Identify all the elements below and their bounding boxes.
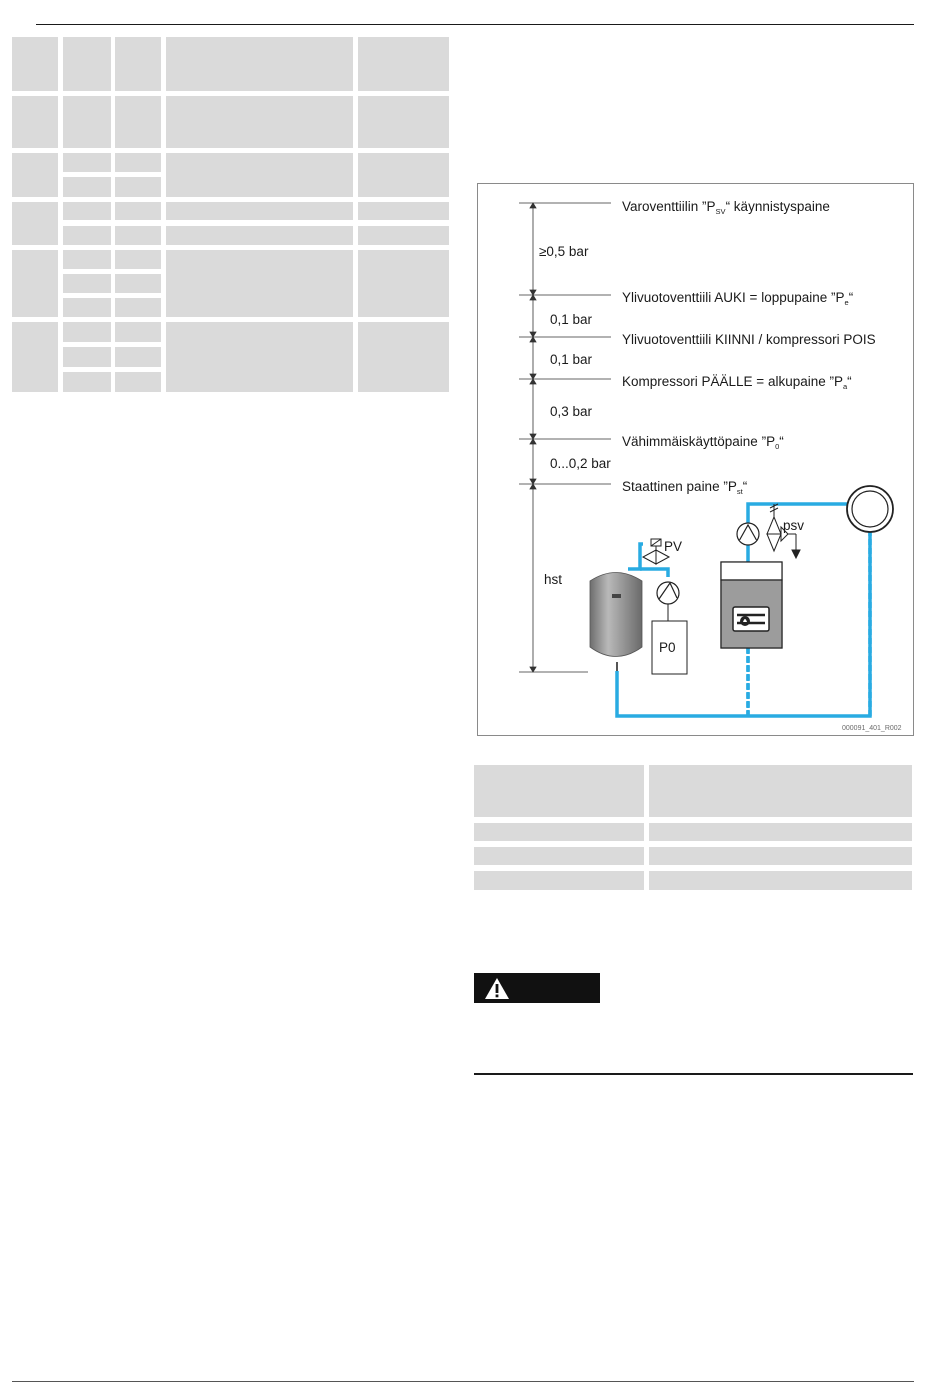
table-cell [115, 250, 161, 269]
boiler-icon [721, 562, 782, 648]
table-cell [166, 226, 353, 245]
table-cell [63, 177, 111, 197]
table-cell [115, 96, 161, 148]
table-cell [12, 202, 58, 245]
table-cell [166, 153, 353, 197]
table-header-cell [358, 37, 449, 91]
table-header-cell [166, 37, 353, 91]
table-cell [63, 322, 111, 342]
level-label: Ylivuotoventtiili KIINNI / kompressori POIS [622, 332, 876, 347]
table-cell [115, 372, 161, 392]
level-labels [622, 199, 876, 496]
pump-icon [737, 523, 759, 545]
table-cell [649, 823, 912, 841]
expansion-vessel-icon [590, 573, 642, 672]
level-label: Vähimmäiskäyttöpaine $”P_0“$ [622, 434, 784, 451]
table-cell [63, 153, 111, 172]
table-cell [115, 347, 161, 367]
table-cell [358, 322, 449, 392]
table-cell [63, 274, 111, 293]
height-label: hst [544, 572, 563, 587]
table-cell [166, 322, 353, 392]
level-label: Ylivuotoventtiili AUKI = loppupaine $”P_e“$ [622, 290, 854, 307]
dimension-line [530, 203, 536, 672]
gap-label: 0,3 bar [550, 404, 593, 419]
table-header-cell [649, 765, 912, 817]
overflow-valve-label: PV [664, 539, 683, 554]
table-cell [474, 871, 644, 890]
compressor-icon [657, 582, 679, 604]
top-rule [36, 24, 914, 25]
table-header-cell [63, 37, 111, 91]
table-cell [358, 226, 449, 245]
table-cell [115, 202, 161, 220]
table-cell [12, 153, 58, 197]
table-cell [115, 298, 161, 317]
table-cell [12, 322, 58, 392]
table-cell [63, 347, 111, 367]
safety-valve-label: psv [783, 518, 805, 533]
table-cell [166, 250, 353, 317]
table-cell [474, 847, 644, 865]
table-cell [115, 177, 161, 197]
pressure-diagram [477, 183, 914, 736]
table-cell [63, 250, 111, 269]
table-cell [474, 823, 644, 841]
table-cell [166, 202, 353, 220]
gap-label: ≥0,5 bar [539, 244, 589, 259]
table-cell [358, 250, 449, 317]
bottom-rule [12, 1381, 914, 1382]
level-label: Staattinen paine $”P_{st}“$ [622, 479, 748, 496]
level-label: Kompressori PÄÄLLE = alkupaine $”P_a“$ [622, 374, 852, 391]
table-cell [115, 153, 161, 172]
section-rule [474, 1073, 913, 1075]
gap-label: 0,1 bar [550, 352, 593, 367]
gap-label: 0,1 bar [550, 312, 593, 327]
table-cell [12, 250, 58, 317]
table-cell [115, 322, 161, 342]
table-cell [115, 274, 161, 293]
level-label: Varoventtiilin $”P_{SV}“$ käynnistyspaine [622, 199, 830, 216]
table-cell [649, 847, 912, 865]
table-cell [12, 96, 58, 148]
table-cell [63, 96, 111, 148]
table-cell [358, 96, 449, 148]
table-cell [63, 226, 111, 245]
table-cell [63, 298, 111, 317]
table-cell [358, 202, 449, 220]
p0-label: P0 [659, 640, 676, 655]
consumer-circle-icon [847, 486, 893, 532]
warning-icon [482, 974, 512, 1004]
table-cell [166, 96, 353, 148]
table-header-cell [474, 765, 644, 817]
gap-label: 0...0,2 bar [550, 456, 611, 471]
table-cell [649, 871, 912, 890]
warning-badge [474, 973, 600, 1003]
table-cell [63, 372, 111, 392]
table-cell [63, 202, 111, 220]
table-header-cell [115, 37, 161, 91]
figure-code: 000091_401_R002 [842, 725, 902, 732]
table-cell [358, 153, 449, 197]
table-header-cell [12, 37, 58, 91]
table-cell [115, 226, 161, 245]
